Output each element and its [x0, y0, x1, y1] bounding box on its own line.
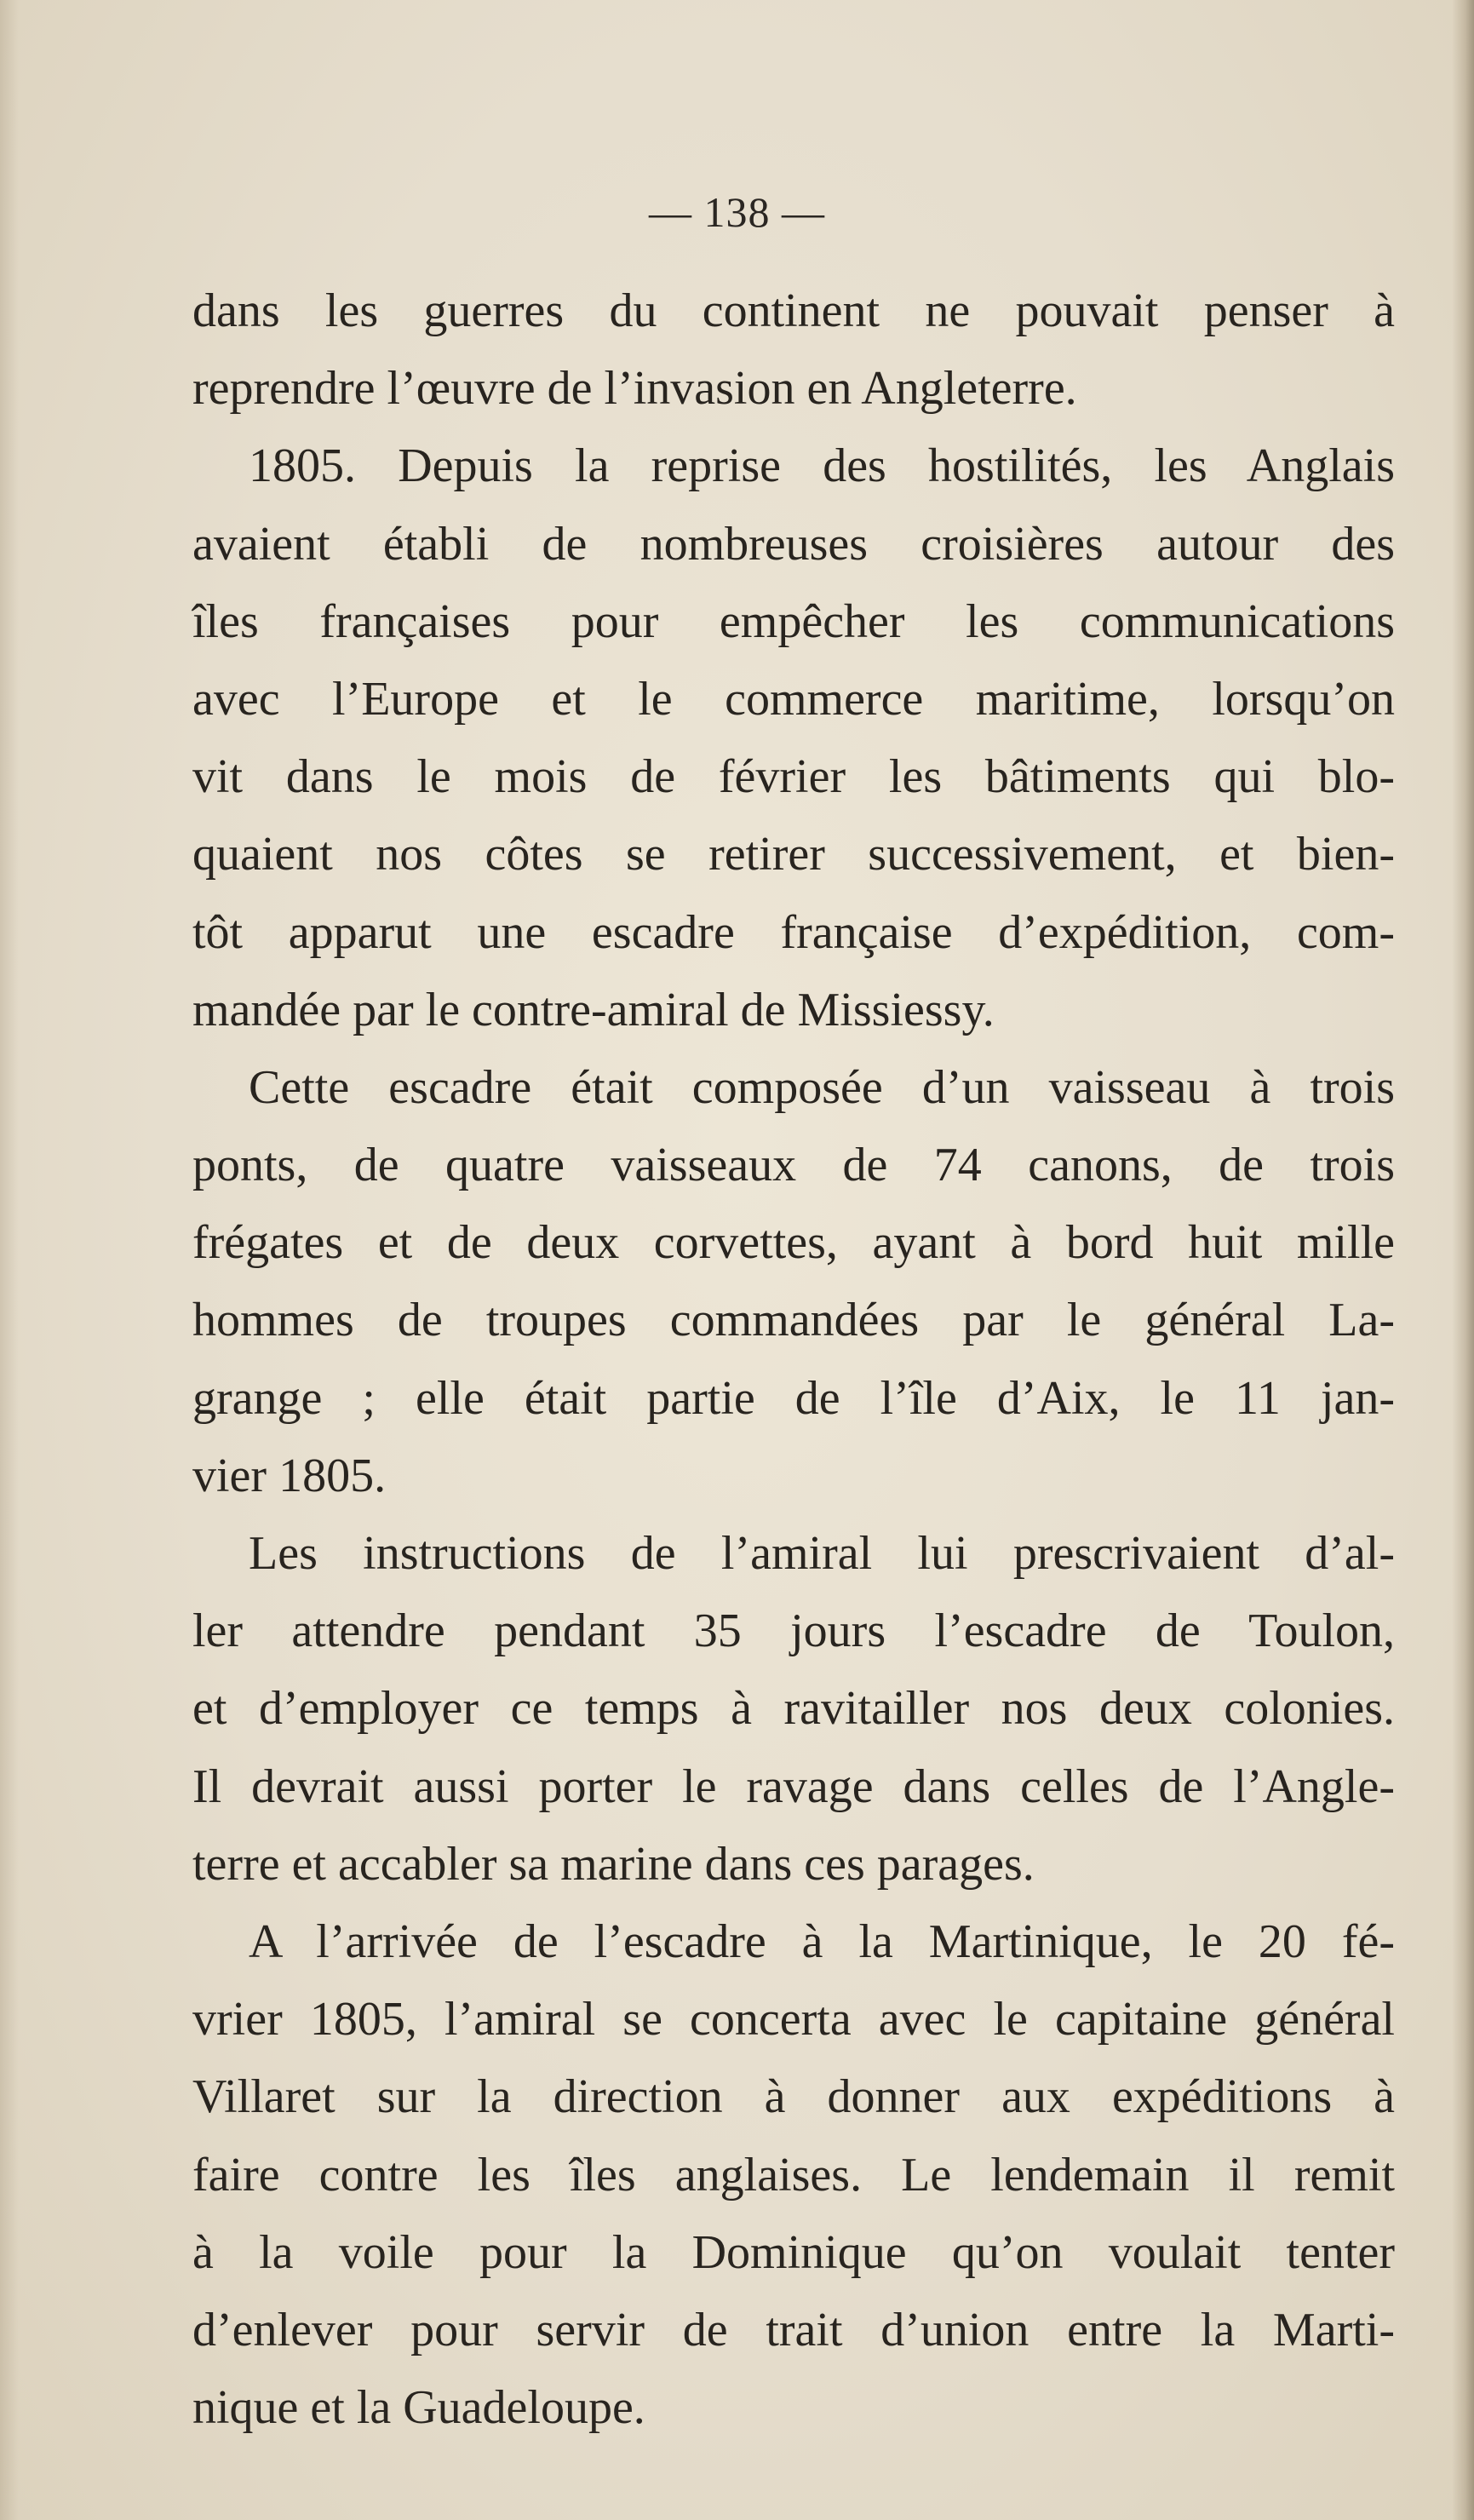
text-line: vrier 1805, l’amiral se concerta avec le capitaine général [192, 1993, 1395, 2046]
text-line: Cette escadre était composée d’un vaisseau à trois [249, 1060, 1395, 1114]
text-line: mandée par le contre-amiral de Missiessy. [192, 983, 995, 1036]
text-line: Il devrait aussi porter le ravage dans celles de l’Angle- [192, 1759, 1395, 1813]
text-line: faire contre les îles anglaises. Le lendemain il remit [192, 2148, 1395, 2201]
page-right-shadow [1452, 0, 1474, 2520]
text-line: reprendre l’œuvre de l’invasion en Angleterre. [192, 362, 1077, 416]
text-line: A l’arrivée de l’escadre à la Martinique, le 20 fé- [249, 1914, 1395, 1968]
text-line: ponts, de quatre vaisseaux de 74 canons, de trois [192, 1139, 1395, 1192]
text-line: nique et la Guadeloupe. [192, 2381, 645, 2435]
text-line: 1805. Depuis la reprise des hostilités, les Anglais [249, 439, 1395, 493]
text-line: d’enlever pour servir de trait d’union entre la Marti- [192, 2303, 1395, 2356]
text-line: frégates et de deux corvettes, ayant à bord huit mille [192, 1216, 1395, 1270]
text-line: et d’employer ce temps à ravitailler nos deux colonies. [192, 1682, 1395, 1736]
text-line: avaient établi de nombreuses croisières autour des [192, 517, 1395, 571]
text-line: à la voile pour la Dominique qu’on voulait tenter [192, 2225, 1395, 2279]
text-line: avec l’Europe et le commerce maritime, lorsqu’on [192, 672, 1395, 726]
text-line: dans les guerres du continent ne pouvait penser à [192, 284, 1395, 337]
text-line: ler attendre pendant 35 jours l’escadre de Toulon, [192, 1604, 1395, 1658]
text-line: terre et accabler sa marine dans ces parages. [192, 1837, 1035, 1891]
text-line: vit dans le mois de février les bâtiments qui blo- [192, 750, 1395, 804]
text-line: vier 1805. [192, 1449, 387, 1502]
text-line: hommes de troupes commandées par le général La- [192, 1294, 1395, 1347]
text-line: tôt apparut une escadre française d’expédition, com- [192, 905, 1395, 959]
text-line: Villaret sur la direction à donner aux expéditions à [192, 2070, 1395, 2124]
page-left-shadow [0, 0, 19, 2520]
text-line: îles françaises pour empêcher les communications [192, 594, 1395, 648]
page-number: — 138 — [649, 188, 825, 236]
body-text [192, 273, 1395, 2447]
text-line: grange ; elle était partie de l’île d’Aix, le 11 jan- [192, 1371, 1395, 1425]
text-line: quaient nos côtes se retirer successivement, et bien- [192, 828, 1395, 881]
text-line: Les instructions de l’amiral lui prescrivaient d’al- [249, 1527, 1395, 1580]
